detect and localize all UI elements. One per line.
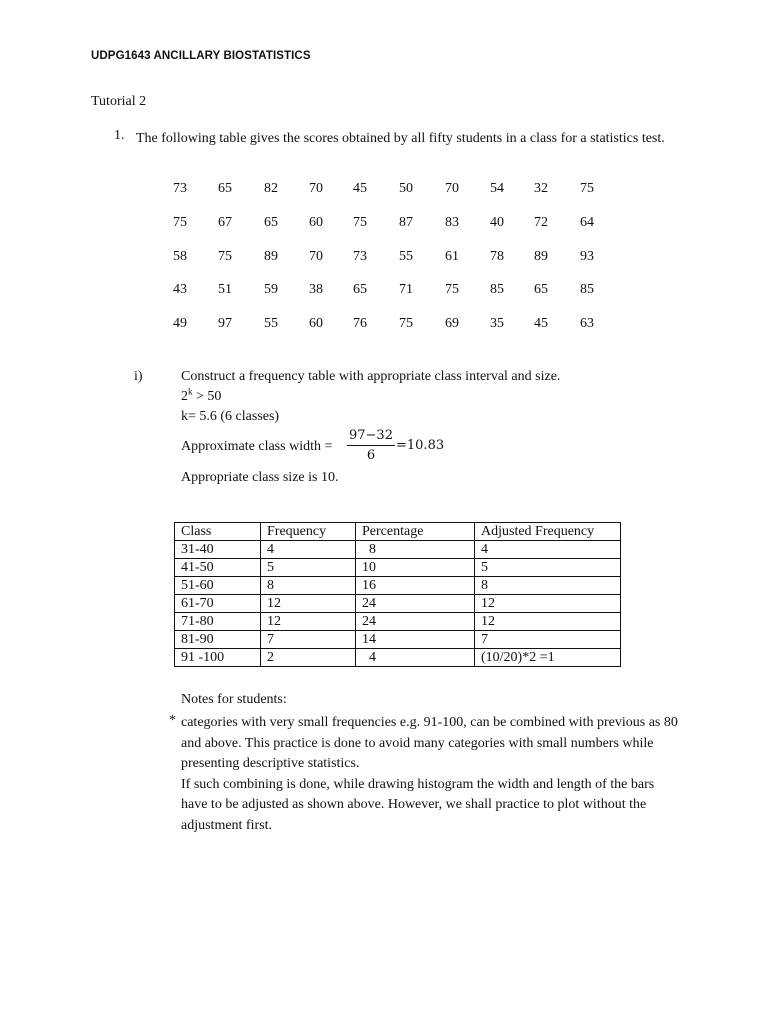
score-value: 55 (264, 316, 278, 331)
score-value: 65 (218, 181, 232, 196)
score-value: 87 (399, 215, 413, 230)
score-value: 55 (399, 249, 413, 264)
table-cell: 10 (356, 559, 475, 577)
score-value: 70 (309, 181, 323, 196)
frequency-table (174, 522, 621, 667)
score-value: 93 (580, 249, 594, 264)
score-value: 72 (534, 215, 548, 230)
fraction-denominator: 6 (366, 448, 376, 463)
score-value: 75 (399, 316, 413, 331)
question-text: The following table gives the scores obtained by all fifty students in a class for a statistics test. (136, 131, 665, 146)
table-cell: 5 (475, 559, 621, 577)
score-value: 38 (309, 282, 323, 297)
score-value: 54 (490, 181, 504, 196)
table-cell: 7 (475, 631, 621, 649)
score-value: 43 (173, 282, 187, 297)
table-cell: 8 (356, 541, 475, 559)
table-cell: 16 (356, 577, 475, 595)
score-value: 32 (534, 181, 548, 196)
table-cell: 5 (261, 559, 356, 577)
score-row (0, 181, 768, 201)
table-cell: 81-90 (175, 631, 261, 649)
table-row (175, 631, 621, 649)
ineq-rest: > 50 (192, 389, 222, 404)
table-row (175, 649, 621, 667)
table-cell: 8 (475, 577, 621, 595)
table-row (175, 595, 621, 613)
ineq-base: 2 (181, 389, 188, 404)
table-cell: 71-80 (175, 613, 261, 631)
table-cell: 14 (356, 631, 475, 649)
score-value: 73 (173, 181, 187, 196)
table-cell: 12 (475, 613, 621, 631)
score-value: 97 (218, 316, 232, 331)
table-cell: 4 (261, 541, 356, 559)
note-paragraph: categories with very small frequencies e.g. 91-100, can be combined with previous as 80 and above. This practice is done to avoid many categories with small numbers while presenting descriptive statistics. (181, 715, 678, 772)
score-row (0, 249, 768, 269)
fraction-numerator: 97−32 (347, 428, 395, 446)
table-cell: 8 (261, 577, 356, 595)
table-cell: 4 (475, 541, 621, 559)
score-value: 73 (353, 249, 367, 264)
notes-title: Notes for students: (181, 692, 287, 707)
score-value: 64 (580, 215, 594, 230)
part-instruction: Construct a frequency table with appropriate class interval and size. (181, 369, 561, 384)
inequality-line (181, 386, 222, 405)
score-value: 70 (445, 181, 459, 196)
score-value: 85 (490, 282, 504, 297)
table-cell: 41-50 (175, 559, 261, 577)
k-line: k= 5.6 (6 classes) (181, 409, 280, 424)
score-value: 67 (218, 215, 232, 230)
notes-bullet: * (169, 713, 176, 728)
score-value: 63 (580, 316, 594, 331)
table-cell: 7 (261, 631, 356, 649)
score-value: 61 (445, 249, 459, 264)
score-value: 85 (580, 282, 594, 297)
table-cell: 12 (475, 595, 621, 613)
score-value: 60 (309, 215, 323, 230)
score-value: 59 (264, 282, 278, 297)
score-value: 51 (218, 282, 232, 297)
table-row (175, 541, 621, 559)
table-cell: 24 (356, 613, 475, 631)
table-cell: 61-70 (175, 595, 261, 613)
table-row (175, 613, 621, 631)
score-value: 58 (173, 249, 187, 264)
table-cell: 31-40 (175, 541, 261, 559)
score-value: 35 (490, 316, 504, 331)
score-row (0, 316, 768, 336)
score-value: 75 (445, 282, 459, 297)
score-row (0, 215, 768, 235)
header-cell: Percentage (356, 523, 475, 541)
score-value: 65 (353, 282, 367, 297)
table-header-row (175, 523, 621, 541)
header-cell: Adjusted Frequency (475, 523, 621, 541)
header-cell: Class (175, 523, 261, 541)
score-value: 40 (490, 215, 504, 230)
score-row (0, 282, 768, 302)
ineq-exponent: k (188, 386, 193, 397)
score-value: 49 (173, 316, 187, 331)
score-value: 75 (218, 249, 232, 264)
class-size-line: Appropriate class size is 10. (181, 470, 339, 485)
score-value: 65 (534, 282, 548, 297)
score-value: 60 (309, 316, 323, 331)
score-value: 71 (399, 282, 413, 297)
table-row (175, 577, 621, 595)
score-value: 82 (264, 181, 278, 196)
course-header: UDPG1643 ANCILLARY BIOSTATISTICS (91, 50, 311, 62)
table-cell: 2 (261, 649, 356, 667)
score-value: 78 (490, 249, 504, 264)
table-cell: 51-60 (175, 577, 261, 595)
table-cell: 12 (261, 613, 356, 631)
question-number: 1. (114, 128, 125, 143)
table-cell: (10/20)*2 =1 (475, 649, 621, 667)
score-value: 50 (399, 181, 413, 196)
class-width-fraction (347, 428, 395, 463)
score-value: 83 (445, 215, 459, 230)
table-cell: 91 -100 (175, 649, 261, 667)
tutorial-title: Tutorial 2 (91, 94, 147, 109)
score-value: 45 (534, 316, 548, 331)
score-value: 75 (173, 215, 187, 230)
score-value: 45 (353, 181, 367, 196)
score-value: 70 (309, 249, 323, 264)
table-cell: 4 (356, 649, 475, 667)
table-cell: 12 (261, 595, 356, 613)
score-value: 89 (534, 249, 548, 264)
fraction-result: =10.83 (396, 438, 445, 453)
score-value: 75 (580, 181, 594, 196)
table-row (175, 559, 621, 577)
class-width-label: Approximate class width = (181, 439, 333, 454)
score-value: 69 (445, 316, 459, 331)
score-value: 76 (353, 316, 367, 331)
part-label: i) (134, 369, 143, 384)
score-value: 89 (264, 249, 278, 264)
table-cell: 24 (356, 595, 475, 613)
score-value: 65 (264, 215, 278, 230)
note-paragraph: If such combining is done, while drawing histogram the width and length of the bars have to be adjusted as shown above. However, we shall practice to plot without the adjustment first. (181, 776, 655, 833)
score-value: 75 (353, 215, 367, 230)
header-cell: Frequency (261, 523, 356, 541)
notes-body (181, 713, 681, 837)
